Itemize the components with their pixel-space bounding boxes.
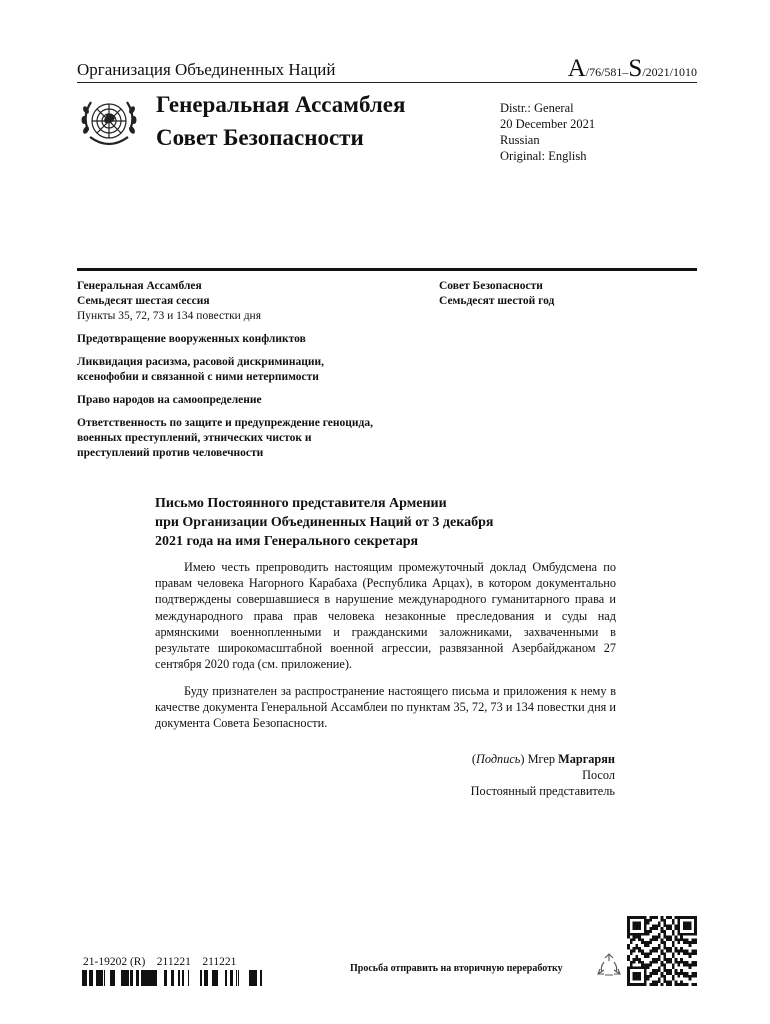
distribution: Distr.: General [500, 101, 574, 115]
ga-title: Генеральная Ассамблея [77, 280, 202, 292]
agenda-item-4-line-2: военных преступлений, этнических чисток и [77, 432, 312, 444]
security-council-block [439, 279, 554, 309]
language: Russian [500, 133, 540, 147]
original-language: Original: English [500, 149, 587, 163]
letter-title-line-1: Письмо Постоянного представителя Армении [155, 496, 447, 511]
agenda-item-2-line-1: Ликвидация расизма, расовой дискриминации, [77, 356, 325, 368]
agenda-item-4-line-3: преступлений против человечности [77, 447, 264, 459]
agenda-item-4 [77, 416, 427, 461]
recycle-icon [596, 952, 622, 978]
recycle-notice: Просьба отправить на вторичную переработку [350, 963, 563, 974]
agenda-item-2-line-2: ксенофобии и связанной с ними нетерпимости [77, 371, 319, 383]
document-job-number: 21-19202 (R) 211221 211221 [83, 956, 237, 968]
signer-role: Постоянный представитель [470, 784, 615, 799]
general-assembly-title: Генеральная Ассамблея [156, 92, 406, 117]
paragraph-1: Имею честь препроводить настоящим промежуточный доклад Омбудсмена по правам человека Нагорного Карабаха (Республика Арцах), в котором документально подтверждены совершавшиеся в нарушение международного гуманитарного права и международного права прав человека незаконные преследования и суды над армянскими военнопленными и гражданскими заложниками, захваченными в результате широкомасштабной военной агрессии, развязанной Азербайджаном 27 сентября 2020 года (см. приложение). [155, 560, 616, 672]
security-council-title: Совет Безопасности [156, 125, 364, 150]
sc-title: Совет Безопасности [439, 280, 543, 292]
section-rule [77, 268, 697, 271]
barcode-icon [82, 970, 264, 986]
signer-first-name: Мгер [527, 752, 556, 766]
signature-block [471, 751, 615, 800]
agenda-item-2 [77, 355, 427, 385]
ga-agenda-items: Пункты 35, 72, 73 и 134 повестки дня [77, 310, 261, 322]
issue-date: 20 December 2021 [500, 117, 596, 131]
signer-title: Посол [582, 768, 615, 783]
un-emblem-icon [78, 92, 140, 154]
agenda-block [77, 279, 427, 461]
sc-year: Семьдесят шестой год [439, 295, 555, 307]
agenda-item-3: Право народов на самоопределение [77, 394, 262, 406]
issuing-bodies [156, 88, 405, 154]
letter-title-line-3: 2021 года на имя Генерального секретаря [155, 534, 419, 549]
signed-label: Подпись [475, 752, 521, 766]
letter-title [155, 494, 575, 551]
ga-session: Семьдесят шестая сессия [77, 295, 210, 307]
signer-last-name: Маргарян [558, 752, 615, 766]
symbol-s: S [628, 55, 643, 82]
qr-code-icon [627, 916, 697, 986]
document-symbol [568, 55, 697, 83]
top-rule [77, 82, 697, 83]
symbol-a: A [567, 55, 586, 82]
agenda-item-4-line-1: Ответственность по защите и предупреждение геноцида, [77, 417, 373, 429]
letter-title-line-2: при Организации Объединенных Наций от 3 декабря [155, 515, 494, 530]
symbol-s-number: /2021/1010 [642, 65, 697, 79]
signature-line: (Подпись) Мгер Маргарян [471, 752, 615, 766]
agenda-item-1: Предотвращение вооруженных конфликтов [77, 333, 306, 345]
organization-name: Организация Объединенных Наций [77, 60, 336, 79]
symbol-a-number: /76/581– [585, 65, 629, 79]
distribution-block [500, 100, 595, 164]
paragraph-2: Буду признателен за распространение настоящего письма и приложения к нему в качестве документа Генеральной Ассамблеи по пунктам 35, 72, 73 и 134 повестки дня и документа Совета Безопасности. [155, 684, 616, 731]
